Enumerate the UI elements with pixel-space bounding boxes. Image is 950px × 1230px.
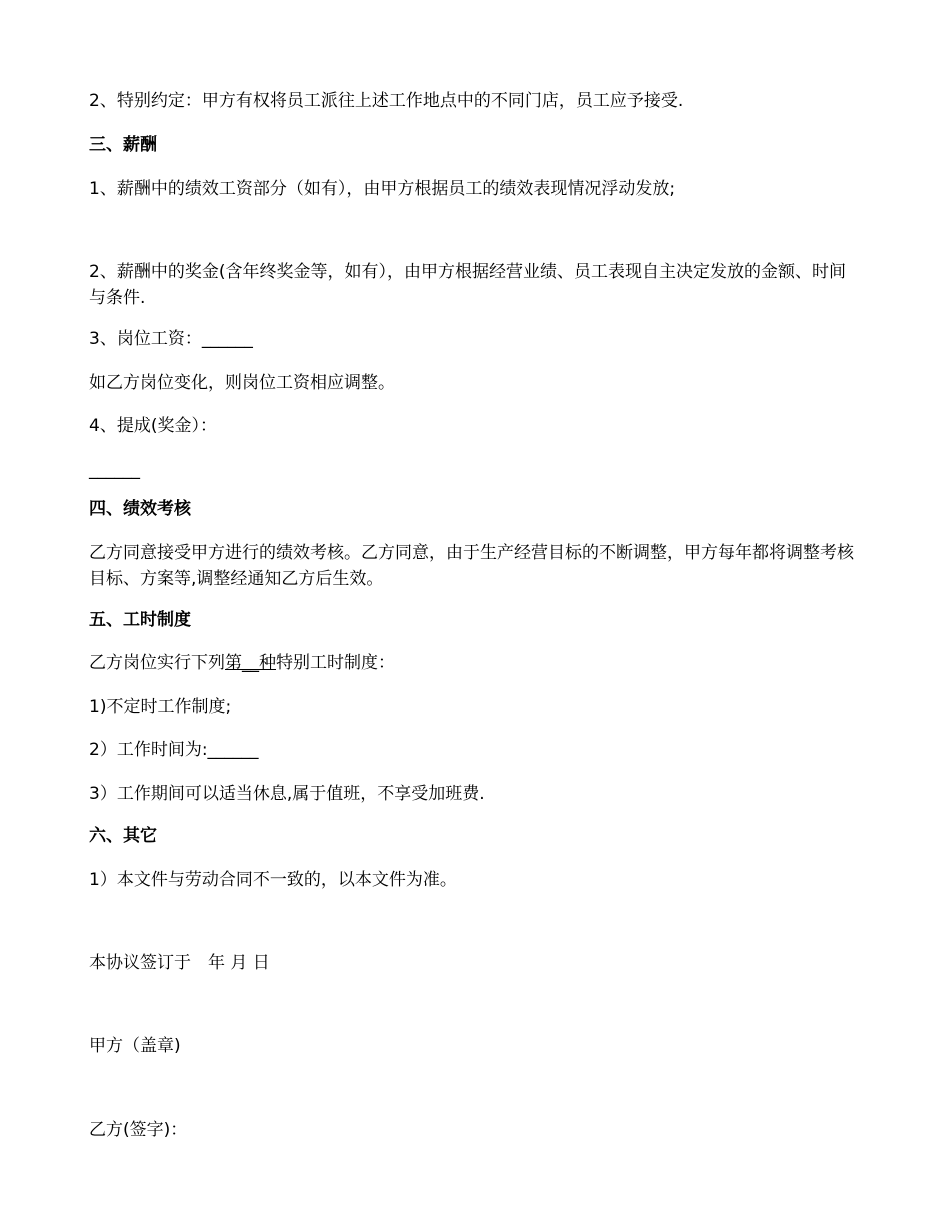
clause-position-change: 如乙方岗位变化，则岗位工资相应调整。 — [89, 373, 395, 393]
party-a-seal: 甲方（盖章) — [89, 1036, 181, 1056]
clause-commission: 4、提成(奖金）： — [89, 416, 217, 436]
section-heading-other: 六、其它 — [89, 826, 157, 846]
clause-position-salary: 3、岗位工资：______ — [89, 329, 253, 349]
clause-irregular-hours: 1)不定时工作制度; — [89, 697, 232, 717]
clause-precedence: 1）本文件与劳动合同不一致的，以本文件为准。 — [89, 870, 457, 890]
working-hours-text-pre: 乙方岗位实行下列 — [89, 653, 225, 673]
section-heading-salary: 三、薪酬 — [89, 135, 157, 155]
clause-special-agreement: 2、特别约定：甲方有权将员工派往上述工作地点中的不同门店，员工应予接受. — [89, 91, 684, 111]
signing-date: 本协议签订于 年 月 日 — [89, 953, 270, 973]
clause-rest-duty: 3）工作期间可以适当休息,属于值班，不享受加班费. — [89, 784, 485, 804]
clause-performance-pay: 1、薪酬中的绩效工资部分（如有），由甲方根据员工的绩效表现情况浮动发放; — [89, 179, 676, 199]
section-heading-performance: 四、绩效考核 — [89, 499, 191, 519]
working-hours-option-blank: 第__种 — [225, 653, 276, 673]
clause-bonus: 2、薪酬中的奖金(含年终奖金等，如有），由甲方根据经营业绩、员工表现自主决定发放的金额、时间与条件. — [89, 262, 846, 308]
section-heading-working-hours: 五、工时制度 — [89, 610, 191, 630]
clause-working-hours-system — [89, 650, 854, 676]
clause-performance-review: 乙方同意接受甲方进行的绩效考核。乙方同意，由于生产经营目标的不断调整，甲方每年都将调整考核目标、方案等,调整经通知乙方后生效。 — [89, 543, 854, 589]
working-hours-text-post: 特别工时制度： — [276, 653, 395, 673]
party-b-signature: 乙方(签字)： — [89, 1120, 188, 1140]
clause-working-time: 2）工作时间为:______ — [89, 740, 259, 760]
commission-blank: ______ — [89, 460, 140, 480]
